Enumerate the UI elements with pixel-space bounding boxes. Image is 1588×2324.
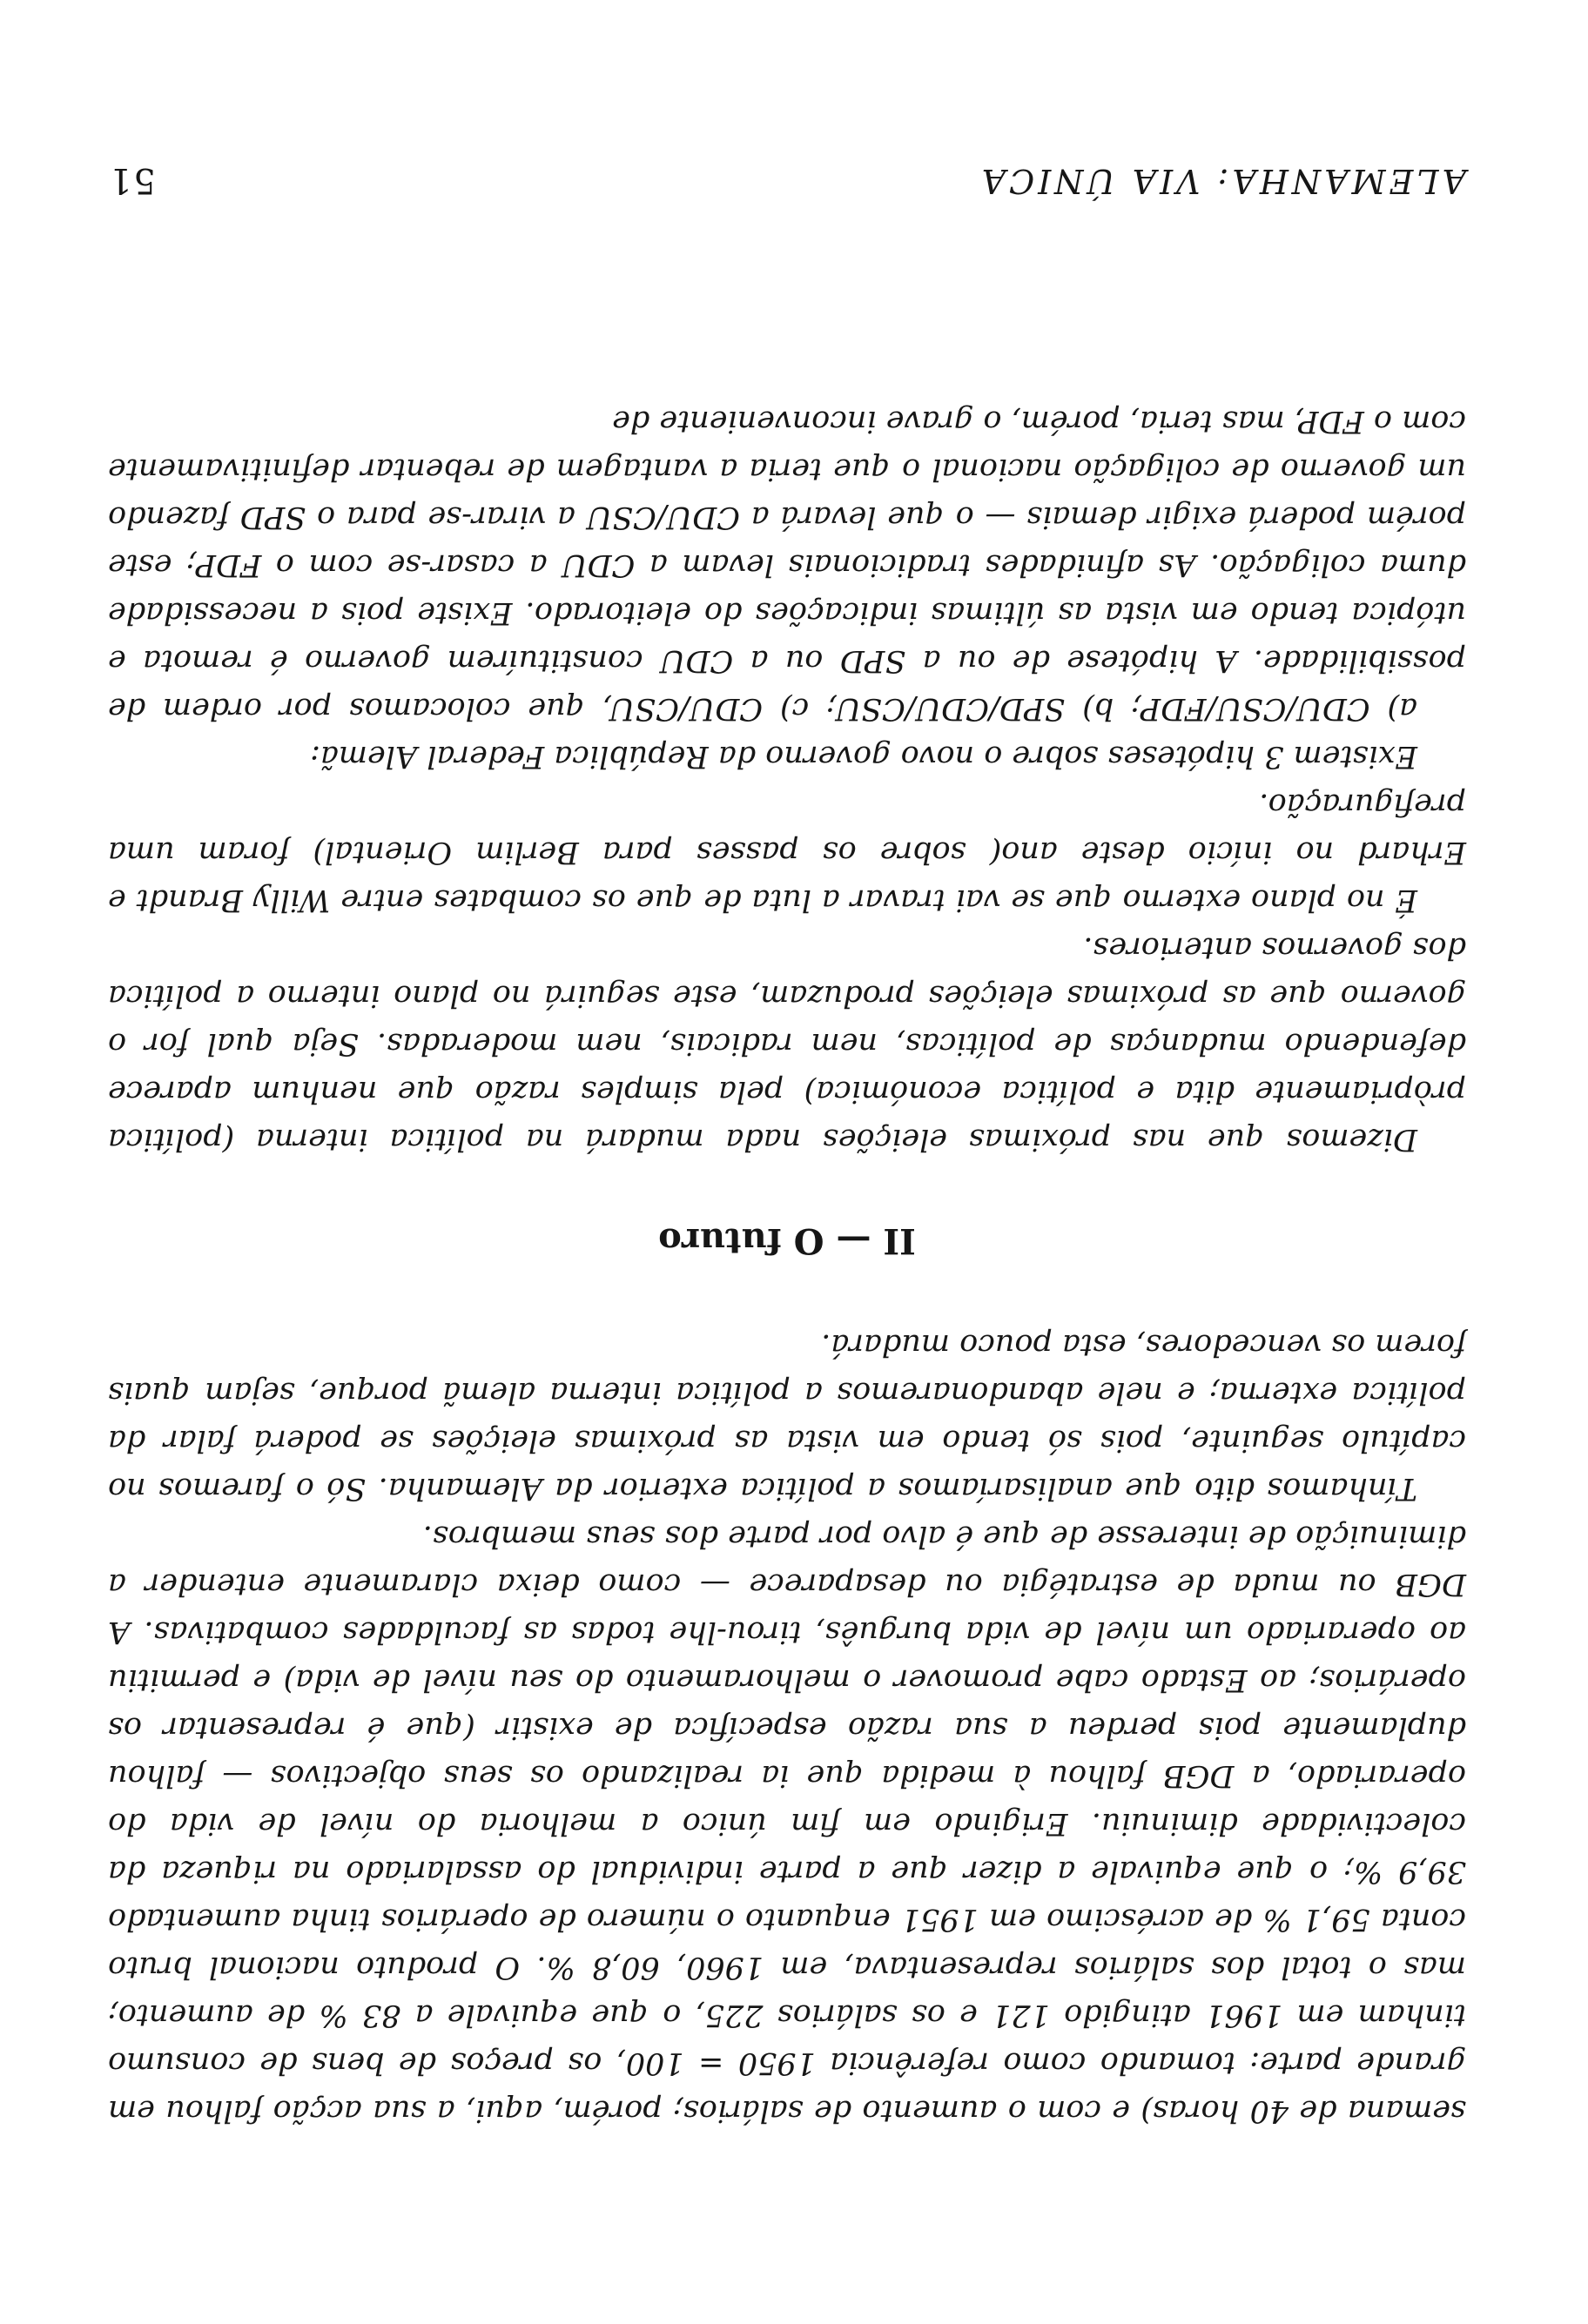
running-head: ALEMANHA: VIA ÚNICA <box>978 162 1466 200</box>
section-heading: II — O futuro <box>658 1220 916 1261</box>
body-text <box>108 397 1466 2134</box>
paragraph: Tínhamos dito que analisaríamos a política exterior da Alemanha. Só o faremos no capítulo seguinte, pois só tendo em vista as próximas eleições se poderá falar da política externa; e nele abandonaremos a política interna alemã porque, sejam quais forem os vencedores, esta pouco mudará. <box>108 1327 1466 1506</box>
paragraph: É no plano externo que se vai travar a luta de que os combates entre Willy Brandt e Erhard no início deste ano( sobre os passes para Berlim Oriental) foram uma prefiguração. <box>108 787 1466 917</box>
paragraph: a) CDU/CSU/FDP; b) SPD/CDU/CSU; c) CDU/CSU, que colocamos por ordem de possibilidade. A hipótese de ou a SPD ou a CDU constituírem governo é remota e utópica tendo em vista as últimas indicações do eleitorado. Existe pois a necessidade duma coligação. As afinidades tradicionais levam a CDU a casar-se com o FDP; este porém poderá exigir demais — o que levará a CDU/CSU a virar-se para o SPD fazendo um governo de coligação nacional o que teria a vantagem de rebentar definitivamente com o FDP, mas teria, porém, o grave inconveniente de <box>108 404 1466 726</box>
paragraph: Existem 3 hipóteses sobre o novo governo da República Federal Alemã: <box>310 739 1417 774</box>
page-number: 51 <box>108 160 156 200</box>
paragraph: Dizemos que nas próximas eleições nada mudará na política interna (política pròpriamente dita e política económica) pela simples razão que nenhum aparece defendendo mudanças de políticas, nem radicais, nem moderadas. Seja qual for o governo que as próximas eleições produzam, este seguirá no plano interno a política dos governos anteriores. <box>108 930 1466 1157</box>
page-header <box>108 148 1466 200</box>
paragraph: semana de 40 horas) e com o aumento de salários; porém, aqui, a sua acção falhou em grande parte: tomando como referência 1950 = 100, os preços de bens de consumo tinham em 1961 atingido 121 e os salários 225, o que equivale a 83 % de aumento; mas o total dos salários representava, em 1960, 60,8 %. O produto nacional bruto conta 59,1 % de acréscimo em 1951 enquanto o número de operários tinha aumentado 39,9 %; o que equivale a dizer que a parte individual do assalariado na riqueza da colectividade diminuiu. Erigindo em fim único a melhoria do nível de vida do operariado, a DGB falhou à medida que ia realizando os seus objectivos — falhou duplamente pois perdeu a sua razão específica de existir (que é representar os operários; ao Estado cabe promover o melhoramento do seu nível de vida) e permitiu ao operariado um nível de vida burguês, tirou-lhe todas as faculdades combativas. A DGB ou muda de estratégia ou desaparece — como deixa claramente entender a diminuição de interesse de que é alvo por parte dos seus membros. <box>108 1519 1466 2128</box>
